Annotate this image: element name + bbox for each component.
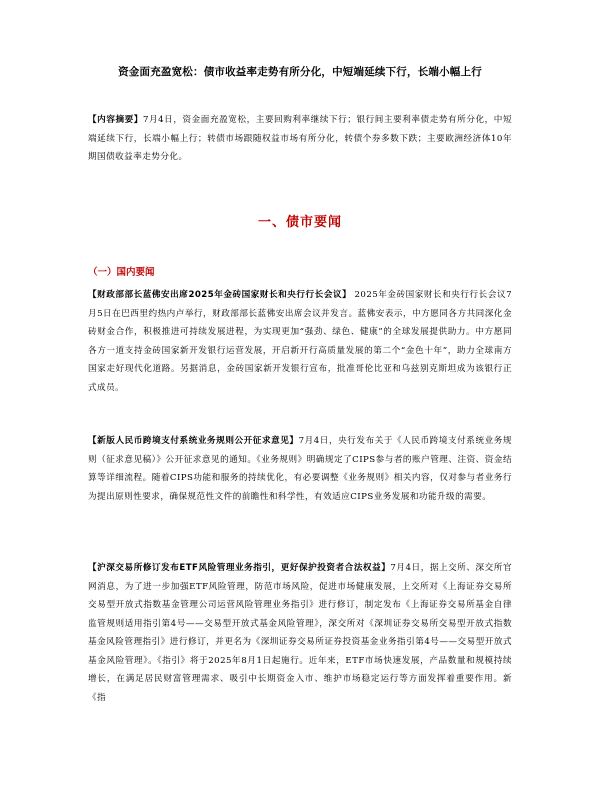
news-headline: 【财政部部长蓝佛安出席2025年金砖国家财长和央行行长会议】 [88, 290, 352, 300]
subsection-heading: （一）国内要闻 [88, 267, 155, 278]
summary-label: 【内容摘要】 [88, 115, 143, 125]
news-body: 7月4日，据上交所、深交所官网消息，为了进一步加强ETF风险管理，防范市场风险，促进市场健康发展，上交所对《上海证券交易所交易型开放式指数基金管理公司运营风险管理业务指引》进行修订，制定发布《上海证券交易所基金自律监管规则适用指引第4号——交易型开放式基金风险管理》，深交所对《深圳证券交易所交易型开放式指数基金风险管理指引》进行修订，并更名为《深圳证券交易所证券投资基金业务指引第4号——交易型开放式基金风险管理》。《指引》将于2025年8月1日起施行。近年来，ETF市场快速发展，产品数量和规模持续增长，在满足居民财富管理需求、吸引中长期资金入市、维护市场稳定运行等方面发挥着重要作用。新《指 [88, 563, 512, 703]
news-headline: 【新版人民币跨境支付系统业务规则公开征求意见】 [88, 436, 299, 446]
document-title: 资金面充盈宽松：债市收益率走势有所分化，中短端延续下行，长端小幅上行 [118, 66, 482, 78]
news-item [88, 286, 512, 397]
summary-paragraph [88, 111, 512, 167]
summary-text: 7月4日，资金面充盈宽松，主要回购利率继续下行；银行间主要利率债走势有所分化，中短端延续下行，长端小幅上行；转债市场跟随权益市场有所分化，转债个券多数下跌；主要欧洲经济体10年期国债收益率走势分化。 [88, 115, 513, 162]
news-body: 2025年金砖国家财长和央行行长会议7月5日在巴西里约热内卢举行，财政部部长蓝佛安出席会议并发言。蓝佛安表示，中方愿同各方共同深化金砖财金合作，积极推进可持续发展进程，为实现更加“强劲、绿色、健康”的全球发展提供助力。中方愿同各方一道支持金砖国家新开发银行运营发展，开启新开行高质量发展的第二个“金色十年”，助力全球南方国家走好现代化道路。另据消息，金砖国家新开发银行宣布，批准哥伦比亚和乌兹别克斯坦成为该银行正式成员。 [88, 290, 512, 393]
section-heading: 一、债市要闻 [257, 215, 342, 230]
news-item [88, 432, 512, 506]
news-body: 7月4日，央行发布关于《人民币跨境支付系统业务规则（征求意见稿）》公开征求意见的通知。《业务规则》明确规定了CIPS参与者的账户管理、注资、资金结算等详细流程。随着CIPS功能和服务的持续优化，有必要调整《业务规则》相关内容，仅对参与者业务行为提出原则性要求，确保规范性文件的前瞻性和科学性，有效适应CIPS业务发展和功能升级的需要。 [88, 436, 512, 502]
news-item [88, 559, 512, 707]
news-headline: 【沪深交易所修订发布ETF风险管理业务指引，更好保护投资者合法权益】 [88, 563, 391, 573]
